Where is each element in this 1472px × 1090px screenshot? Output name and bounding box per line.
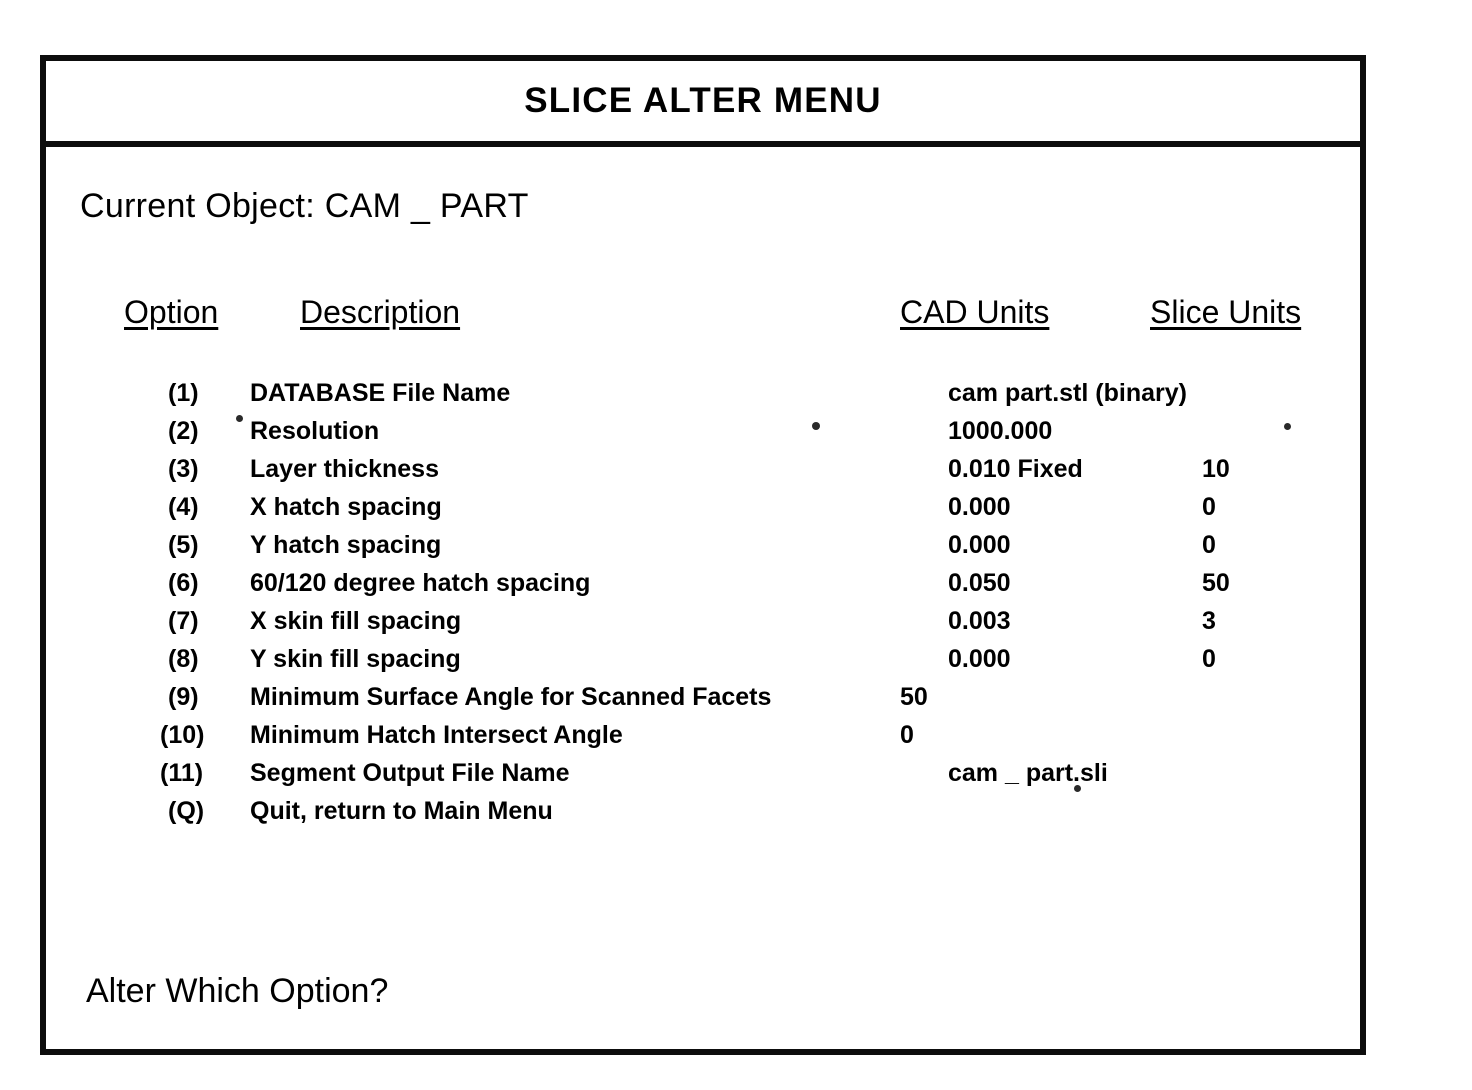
- option-slice-value: 0: [1202, 645, 1216, 673]
- menu-options-list: [80, 374, 1326, 830]
- option-key: (5): [168, 531, 199, 559]
- option-slice-value: 0: [1202, 531, 1216, 559]
- option-key: (7): [168, 607, 199, 635]
- option-description: Y hatch spacing: [250, 531, 442, 559]
- column-header-description: Description: [300, 294, 461, 330]
- option-slice-value: 10: [1202, 455, 1230, 483]
- option-description: Y skin fill spacing: [250, 645, 461, 673]
- option-cad-value: cam _ part.sli: [948, 759, 1108, 787]
- option-description: X hatch spacing: [250, 493, 442, 521]
- menu-option-row[interactable]: [80, 450, 1326, 488]
- option-description: Minimum Hatch Intersect Angle: [250, 721, 623, 749]
- menu-option-row[interactable]: [80, 488, 1326, 526]
- option-description: Resolution: [250, 417, 380, 445]
- column-headers: [80, 294, 1326, 340]
- option-key: (6): [168, 569, 199, 597]
- menu-option-row[interactable]: [80, 526, 1326, 564]
- slice-alter-menu-window: [40, 55, 1366, 1055]
- menu-option-row[interactable]: [80, 640, 1326, 678]
- menu-option-row-quit[interactable]: [80, 792, 1326, 830]
- option-key: (2): [168, 417, 199, 445]
- menu-option-row[interactable]: [80, 602, 1326, 640]
- option-description: Layer thickness: [250, 455, 439, 483]
- option-slice-value: 50: [1202, 569, 1230, 597]
- column-header-slice-units: Slice Units: [1150, 294, 1302, 330]
- option-cad-value: 0.000: [948, 493, 1011, 521]
- option-cad-value: 50: [900, 683, 928, 711]
- option-description: Quit, return to Main Menu: [250, 797, 553, 825]
- option-cad-value: 0.010 Fixed: [948, 455, 1083, 483]
- option-key: (11): [160, 759, 204, 787]
- option-cad-value: 0.000: [948, 645, 1011, 673]
- menu-option-row[interactable]: [80, 678, 1326, 716]
- option-key: (Q): [168, 797, 205, 825]
- option-key: (9): [168, 683, 199, 711]
- option-cad-value: 0: [900, 721, 914, 749]
- option-cad-value: 1000.000: [948, 417, 1053, 445]
- option-description: Minimum Surface Angle for Scanned Facets: [250, 683, 772, 711]
- option-cad-value: 0.050: [948, 569, 1011, 597]
- current-object-value: CAM _ PART: [324, 187, 529, 225]
- option-slice-value: 0: [1202, 493, 1216, 521]
- option-description: 60/120 degree hatch spacing: [250, 569, 591, 597]
- window-title-bar: [46, 61, 1360, 147]
- column-header-option: Option: [124, 294, 219, 330]
- option-description: X skin fill spacing: [250, 607, 462, 635]
- menu-option-row[interactable]: [80, 564, 1326, 602]
- option-cad-value: 0.000: [948, 531, 1011, 559]
- column-header-cad-units: CAD Units: [900, 294, 1050, 330]
- option-description: Segment Output File Name: [250, 759, 570, 787]
- option-cad-value: 0.003: [948, 607, 1011, 635]
- menu-option-row[interactable]: [80, 374, 1326, 412]
- option-key: (3): [168, 455, 199, 483]
- option-key: (8): [168, 645, 199, 673]
- option-cad-value: cam part.stl (binary): [948, 379, 1187, 407]
- menu-option-row[interactable]: [80, 716, 1326, 754]
- current-object-label: Current Object:: [80, 187, 316, 225]
- menu-option-row[interactable]: [80, 754, 1326, 792]
- option-key: (4): [168, 493, 199, 521]
- option-description: DATABASE File Name: [250, 379, 511, 407]
- option-key: (10): [160, 721, 205, 749]
- menu-option-row[interactable]: [80, 412, 1326, 450]
- option-slice-value: 3: [1202, 607, 1216, 635]
- current-object-line: [80, 187, 1326, 226]
- alter-option-prompt[interactable]: Alter Which Option?: [86, 972, 389, 1010]
- page-title: SLICE ALTER MENU: [524, 81, 882, 120]
- menu-body: [46, 147, 1360, 1049]
- option-key: (1): [168, 379, 199, 407]
